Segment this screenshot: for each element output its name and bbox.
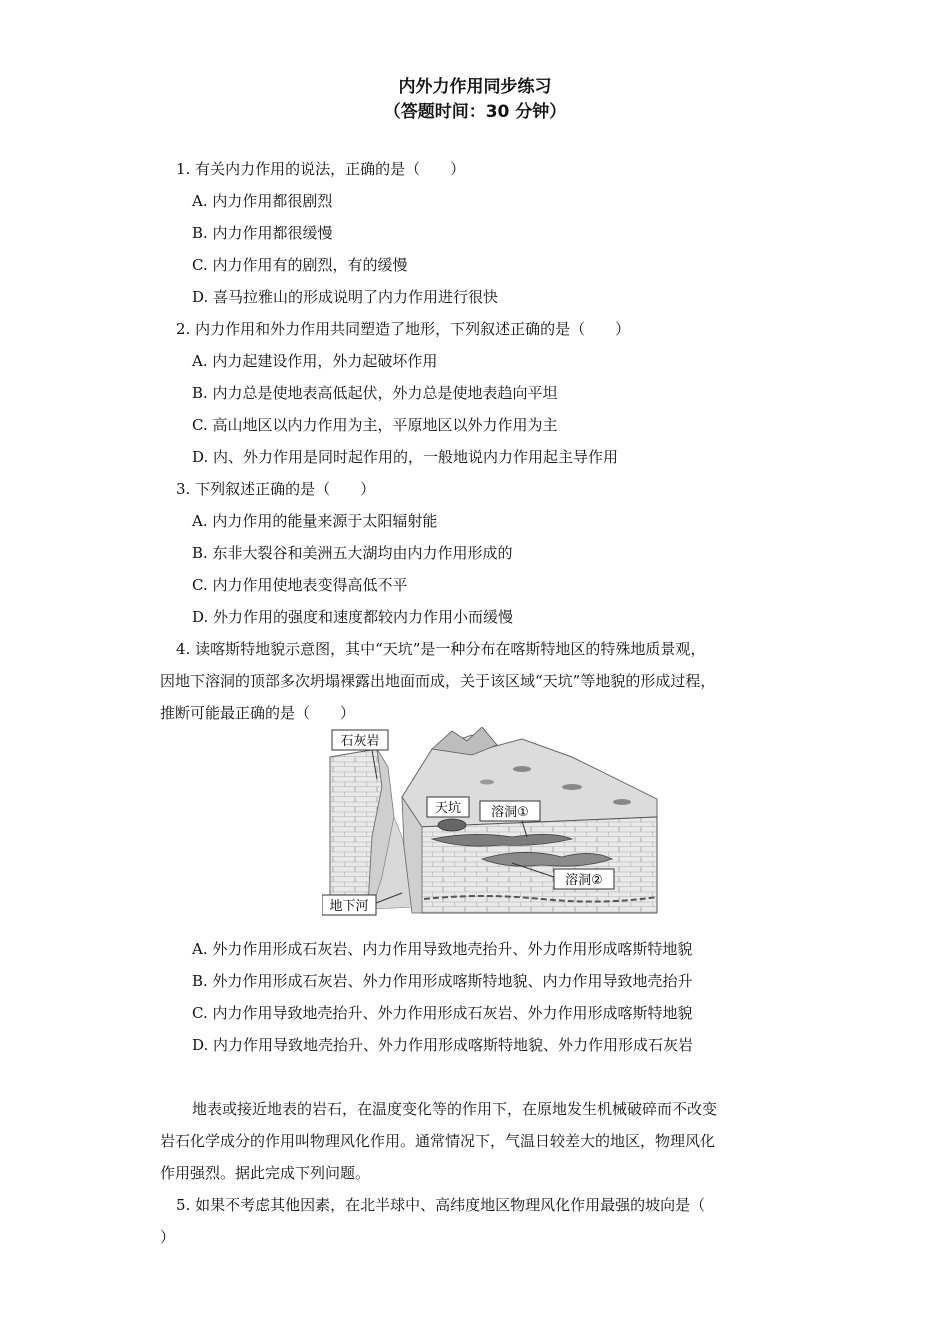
question-4-stem-line-3: 推断可能最正确的是（ ） (160, 704, 356, 722)
question-3-option-b: B. 东非大裂谷和美洲五大湖均由内力作用形成的 (192, 544, 513, 562)
question-3-option-d: D. 外力作用的强度和速度都较内力作用小而缓慢 (192, 608, 514, 626)
page-title: 内外力作用同步练习 (398, 77, 552, 97)
question-2-option-a: A. 内力起建设作用，外力起破坏作用 (192, 352, 438, 370)
passage-line-1: 地表或接近地表的岩石，在温度变化等的作用下，在原地发生机械破碎而不改变 (192, 1100, 718, 1118)
question-4-option-a: A. 外力作用形成石灰岩、内力作用导致地壳抬升、外力作用形成喀斯特地貌 (192, 940, 693, 958)
passage-line-3: 作用强烈。据此完成下列问题。 (160, 1164, 371, 1182)
question-3-stem: 3. 下列叙述正确的是（ ） (176, 480, 376, 498)
question-1-stem: 1. 有关内力作用的说法，正确的是（ ） (176, 160, 466, 178)
doline (562, 784, 582, 790)
question-2-option-c: C. 高山地区以内力作用为主，平原地区以外力作用为主 (192, 416, 558, 434)
page-subtitle: （答题时间：30 分钟） (383, 102, 567, 122)
question-4-option-c: C. 内力作用导致地壳抬升、外力作用形成石灰岩、外力作用形成喀斯特地貌 (192, 1004, 693, 1022)
question-4-stem-line-2: 因地下溶洞的顶部多次坍塌裸露出地面而成，关于该区域“天坑”等地貌的形成过程， (160, 672, 716, 690)
question-1-option-a: A. 内力作用都很剧烈 (192, 192, 333, 210)
doline (480, 780, 494, 785)
question-1-option-c: C. 内力作用有的剧烈，有的缓慢 (192, 256, 408, 274)
question-5-stem: 5. 如果不考虑其他因素，在北半球中、高纬度地区物理风化作用最强的坡向是（ (176, 1196, 706, 1214)
label-sinkhole (427, 797, 469, 817)
cave-2 (482, 852, 612, 866)
passage-line-2: 岩石化学成分的作用叫物理风化作用。通常情况下，气温日较差大的地区，物理风化 (160, 1132, 716, 1150)
question-1-option-b: B. 内力作用都很缓慢 (192, 224, 333, 242)
doline (613, 799, 631, 805)
karst-diagram (322, 727, 662, 917)
svg-text:溶洞②: 溶洞② (565, 873, 603, 888)
question-2-stem: 2. 内力作用和外力作用共同塑造了地形，下列叙述正确的是（ ） (176, 320, 631, 338)
question-5-stem-continuation: ） (160, 1228, 176, 1246)
question-2-option-d: D. 内、外力作用是同时起作用的，一般地说内力作用起主导作用 (192, 448, 619, 466)
question-4-option-b: B. 外力作用形成石灰岩、外力作用形成喀斯特地貌、内力作用导致地壳抬升 (192, 972, 693, 990)
question-4-stem-line-1: 4. 读喀斯特地貌示意图，其中“天坑”是一种分布在喀斯特地区的特殊地质景观， (176, 640, 706, 658)
question-3-option-c: C. 内力作用使地表变得高低不平 (192, 576, 408, 594)
question-2-option-b: B. 内力总是使地表高低起伏，外力总是使地表趋向平坦 (192, 384, 558, 402)
doline (513, 766, 531, 772)
sinkhole-hole (438, 819, 466, 831)
question-3-option-a: A. 内力作用的能量来源于太阳辐射能 (192, 512, 438, 530)
question-1-option-d: D. 喜马拉雅山的形成说明了内力作用进行很快 (192, 288, 499, 306)
svg-text:地下河: 地下河 (329, 899, 369, 914)
svg-text:溶洞①: 溶洞① (491, 805, 529, 820)
svg-text:天坑: 天坑 (434, 801, 462, 816)
svg-text:石灰岩: 石灰岩 (340, 734, 380, 749)
question-4-option-d: D. 内力作用导致地壳抬升、外力作用形成喀斯特地貌、外力作用形成石灰岩 (192, 1036, 694, 1054)
